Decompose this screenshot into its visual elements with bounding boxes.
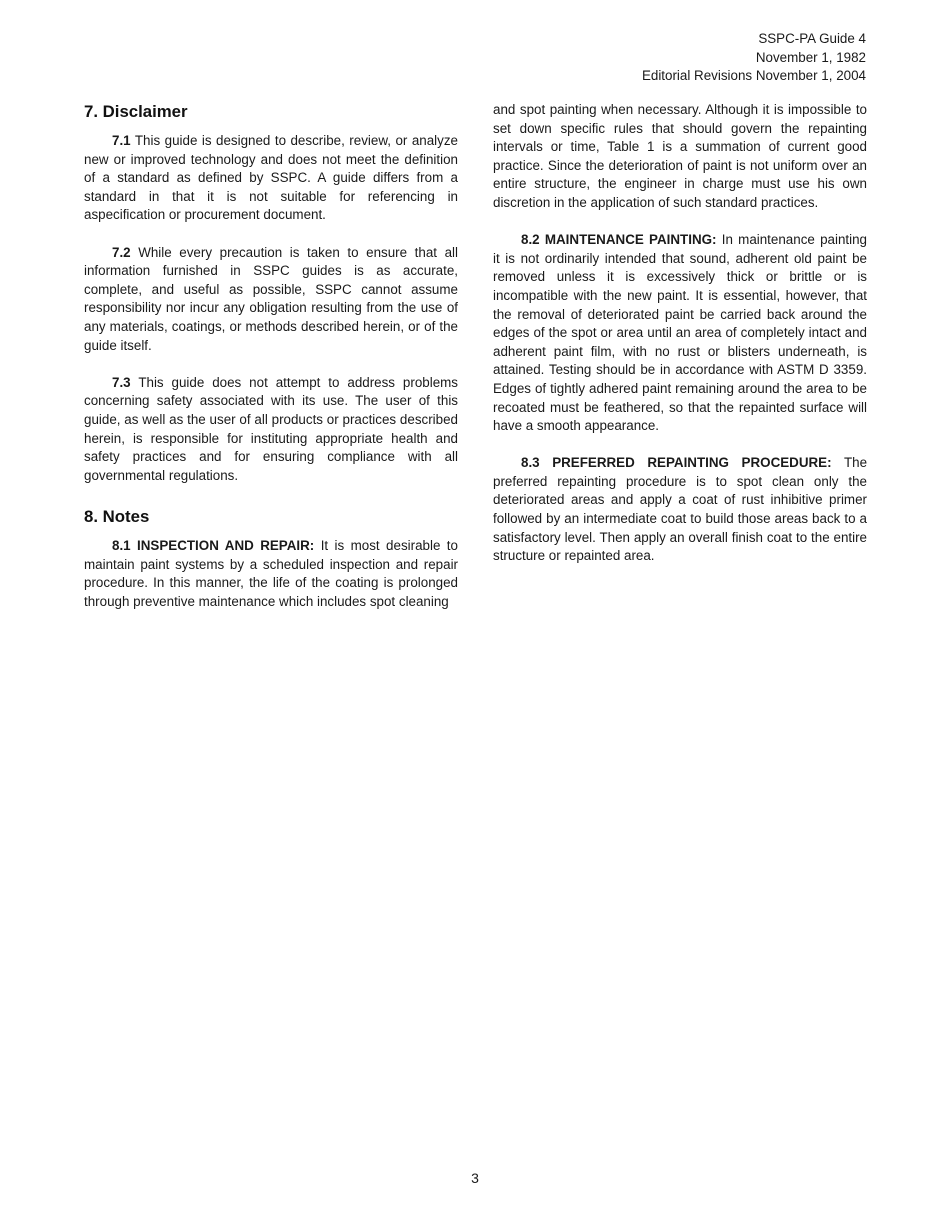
paragraph-7-2	[84, 244, 458, 356]
paragraph-7-1-text: This guide is designed to describe, review, or analyze new or improved technology and does not meet the definition of a standard as defined by SSPC. A guide differs from a standard in that it is not suitable for referencing in aspecification or procurement document.	[84, 133, 458, 223]
paragraph-8-2-text: In maintenance painting it is not ordinarily intended that sound, adherent old paint be removed unless it is excessively thick or brittle or is incompatible with the new paint. It is essential, however, that the removal of deteriorated paint be carried back around the edges of the spot or area until an area of completely intact and adherent paint film, with no rust or blisters underneath, is attained. Testing should be in accordance with ASTM D 3359. Edges of tightly adhered paint remaining around the area to be recoated must be feathered, so that the repainted surface will have a smooth appearance.	[493, 232, 867, 434]
section-7-heading: 7. Disclaimer	[84, 102, 188, 121]
left-column	[84, 100, 458, 612]
paragraph-8-2-label: 8.2 MAINTENANCE PAINTING:	[521, 232, 717, 248]
paragraph-8-1-label: 8.1 INSPECTION AND REPAIR:	[112, 538, 315, 554]
paragraph-8-3-label: 8.3 PREFERRED REPAINTING PROCEDURE:	[521, 455, 832, 471]
paragraph-8-1	[84, 537, 458, 611]
paragraph-8-3-text: The preferred repainting procedure is to spot clean only the deteriorated areas and apply a coat of rust inhibitive primer followed by an intermediate coat to build those areas back to a satisfactory level. Then apply an overall finish coat to the entire structure or repainted area.	[493, 455, 868, 564]
paragraph-7-2-number: 7.2	[112, 244, 131, 260]
header-revision: Editorial Revisions November 1, 2004	[641, 68, 866, 84]
section-8-heading: 8. Notes	[84, 507, 150, 527]
page-number: 3	[471, 1170, 479, 1186]
right-column	[493, 101, 867, 566]
paragraph-8-2	[493, 231, 867, 436]
document-header	[642, 30, 866, 86]
header-standard-id: SSPC-PA Guide 4	[758, 31, 866, 46]
paragraph-7-3	[84, 374, 458, 486]
paragraph-7-2-text: While every precaution is taken to ensure that all information furnished in SSPC guides is as accurate, complete, and useful as possible, SSPC cannot assume responsibility nor incur any obligation resulting from the use of any materials, coatings, or methods described herein, or of the guide itself.	[84, 244, 458, 353]
paragraph-8-1-text: It is most desirable to maintain paint systems by a scheduled inspection and repair procedure. In this manner, the life of the coating is prolonged through preventive maintenance which includes spot cleaning	[84, 538, 458, 610]
paragraph-7-3-text: This guide does not attempt to address problems concerning safety associated with its use. The user of this guide, as well as the user of all products or practices described herein, is responsible for instituting appropriate health and safety practices and for ensuring compliance with all governmental regulations.	[84, 374, 458, 483]
header-date: November 1, 1982	[755, 49, 866, 65]
paragraph-7-3-number: 7.3	[112, 374, 131, 390]
paragraph-8-3	[493, 454, 867, 566]
paragraph-7-1	[84, 132, 458, 225]
paragraph-8-1-continued: and spot painting when necessary. Although it is impossible to set down specific rules that should govern the repainting intervals or time, Table 1 is a summation of current good practice. Since the deterioration of paint is not uniform over an entire structure, the engineer in charge must use his own discretion in the application of such standard practices.	[493, 102, 867, 210]
paragraph-7-1-number: 7.1	[112, 133, 131, 148]
